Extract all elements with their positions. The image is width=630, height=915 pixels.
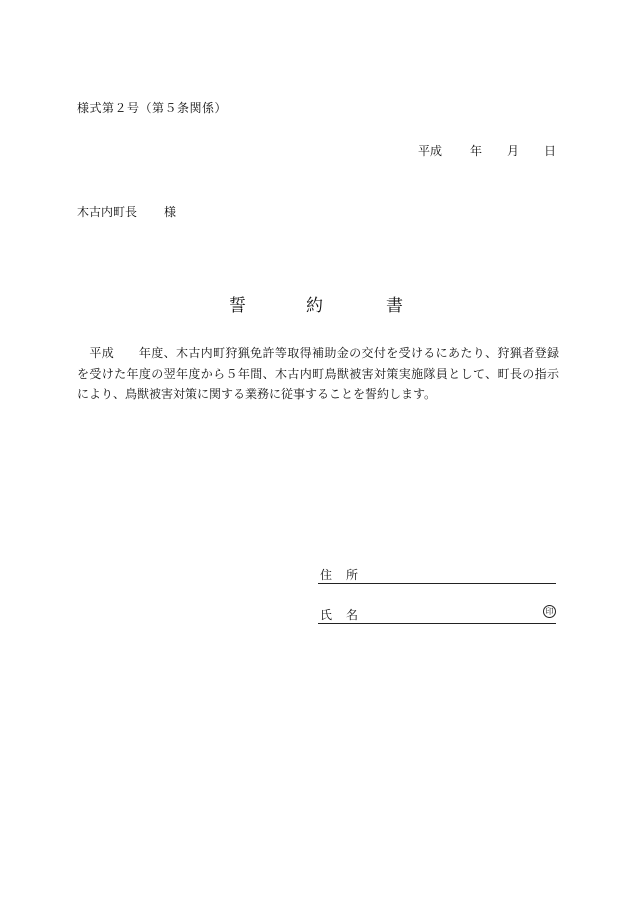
address-label-char-1: 住 xyxy=(320,568,333,582)
form-number: 様式第２号（第５条関係） xyxy=(77,101,228,115)
title-char-2: 約 xyxy=(306,296,323,316)
pledge-line-3: により、鳥獣被害対策に関する業務に従事することを誓約します。 xyxy=(77,387,437,401)
title-char-3: 書 xyxy=(386,296,403,316)
document-title xyxy=(0,291,630,316)
name-underline xyxy=(318,623,556,624)
date-day-unit: 日 xyxy=(544,144,557,158)
date-era: 平成 xyxy=(418,144,443,158)
pledge-line-1: 平成 年度、木古内町狩猟免許等取得補助金の交付を受けるにあたり、狩猟者登録 xyxy=(77,346,559,360)
pledge-body xyxy=(77,343,559,405)
name-label-char-2: 名 xyxy=(346,608,359,622)
date-year-unit: 年 xyxy=(470,144,483,158)
date-month-unit: 月 xyxy=(507,144,520,158)
pledge-line-2: を受けた年度の翌年度から５年間、木古内町鳥獣被害対策実施隊員として、町長の指示 xyxy=(77,366,559,381)
name-label-char-1: 氏 xyxy=(320,608,333,622)
address-label-char-2: 所 xyxy=(346,568,359,582)
address-field[interactable] xyxy=(318,566,556,584)
addressee-honorific: 様 xyxy=(164,205,177,219)
name-field[interactable] xyxy=(318,606,556,624)
title-char-1: 誓 xyxy=(229,296,246,316)
addressee-name: 木古内町長 xyxy=(77,205,138,219)
address-underline xyxy=(318,583,556,584)
seal-icon: 印 xyxy=(543,605,556,618)
addressee xyxy=(77,203,177,220)
